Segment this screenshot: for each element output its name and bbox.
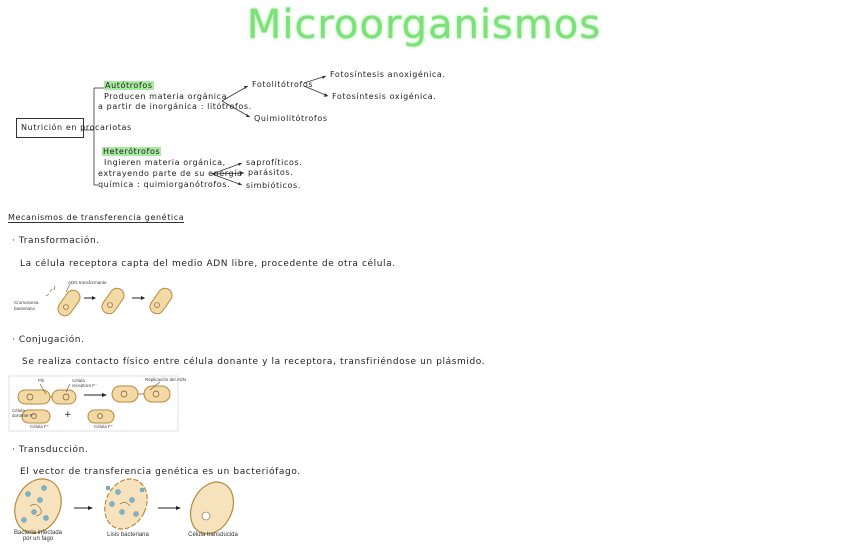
caption-bacteria-infectada-2: por un fago (22, 536, 54, 542)
caption-lisis: Lisis bacteriana (107, 532, 149, 538)
label-adn-transformante: ADN transformante (68, 280, 107, 285)
label-pili: Pili (38, 378, 45, 383)
parasitos: parásitos. (248, 168, 294, 177)
transduccion-text: El vector de transferencia genética es un bacteriófago. (20, 467, 301, 477)
label-receptora-2: receptora F⁻ (72, 383, 98, 388)
autotrofos-label: Autótrofos (105, 81, 153, 90)
heterotrofos-desc-2: extrayendo parte de su energía (98, 169, 243, 178)
section-heading: Mecanismos de transferencia genética (8, 213, 185, 222)
heterotrofos-label: Heterótrofos (103, 147, 161, 156)
caption-celula-transducida: Célula transducida (188, 532, 238, 538)
label-donante-2: donante F⁺ (12, 413, 35, 418)
conjugacion-text: Se realiza contacto físico entre célula donante y la receptora, transfiriéndose un plásmido. (22, 357, 486, 367)
fotolitotrofos: Fotolitótrofos (252, 80, 314, 89)
quimiolitotrofos: Quimiolitótrofos (254, 114, 328, 123)
simbioticos: simbióticos. (246, 181, 301, 190)
label-donante-1: Célula (12, 408, 25, 413)
saprofiticos: saprofíticos. (246, 158, 303, 167)
caption-bacteria-infectada-1: Bacteria infectada (13, 530, 63, 536)
transformacion-heading: · Transformación. (12, 236, 100, 246)
autotrofos-desc-1: Producen materia orgánica (104, 92, 228, 101)
fotosintesis-oxigenica: Fotosíntesis oxigénica. (332, 92, 437, 101)
heterotrofos-desc-1: Ingieren materia orgánica, (104, 158, 226, 167)
label-celula-fplus-2: Célula F⁺ (94, 424, 114, 429)
conjugacion-heading: · Conjugación. (12, 335, 85, 345)
label-cromosoma-1: Cromosoma (14, 300, 39, 305)
autotrofos-desc-2: a partir de inorgánica : litótrofos. (98, 102, 252, 111)
label-replicacion: Replicación del ADN (145, 377, 187, 382)
root-node: Nutrición en procariotas (16, 118, 84, 138)
label-receptora-1: Célula (72, 378, 85, 383)
transformacion-text: La célula receptora capta del medio ADN libre, procedente de otra célula. (20, 259, 396, 269)
page-title: Microorganismos (246, 2, 602, 48)
label-celula-fplus-1: Célula F⁺ (30, 424, 50, 429)
fotosintesis-anoxigenica: Fotosíntesis anoxigénica. (330, 70, 446, 79)
label-cromosoma-2: bacteriano (14, 306, 36, 311)
plus-sign: + (64, 410, 73, 420)
heterotrofos-desc-3: química : quimiorganótrofos. (98, 180, 231, 189)
transduccion-heading: · Transducción. (12, 445, 89, 455)
